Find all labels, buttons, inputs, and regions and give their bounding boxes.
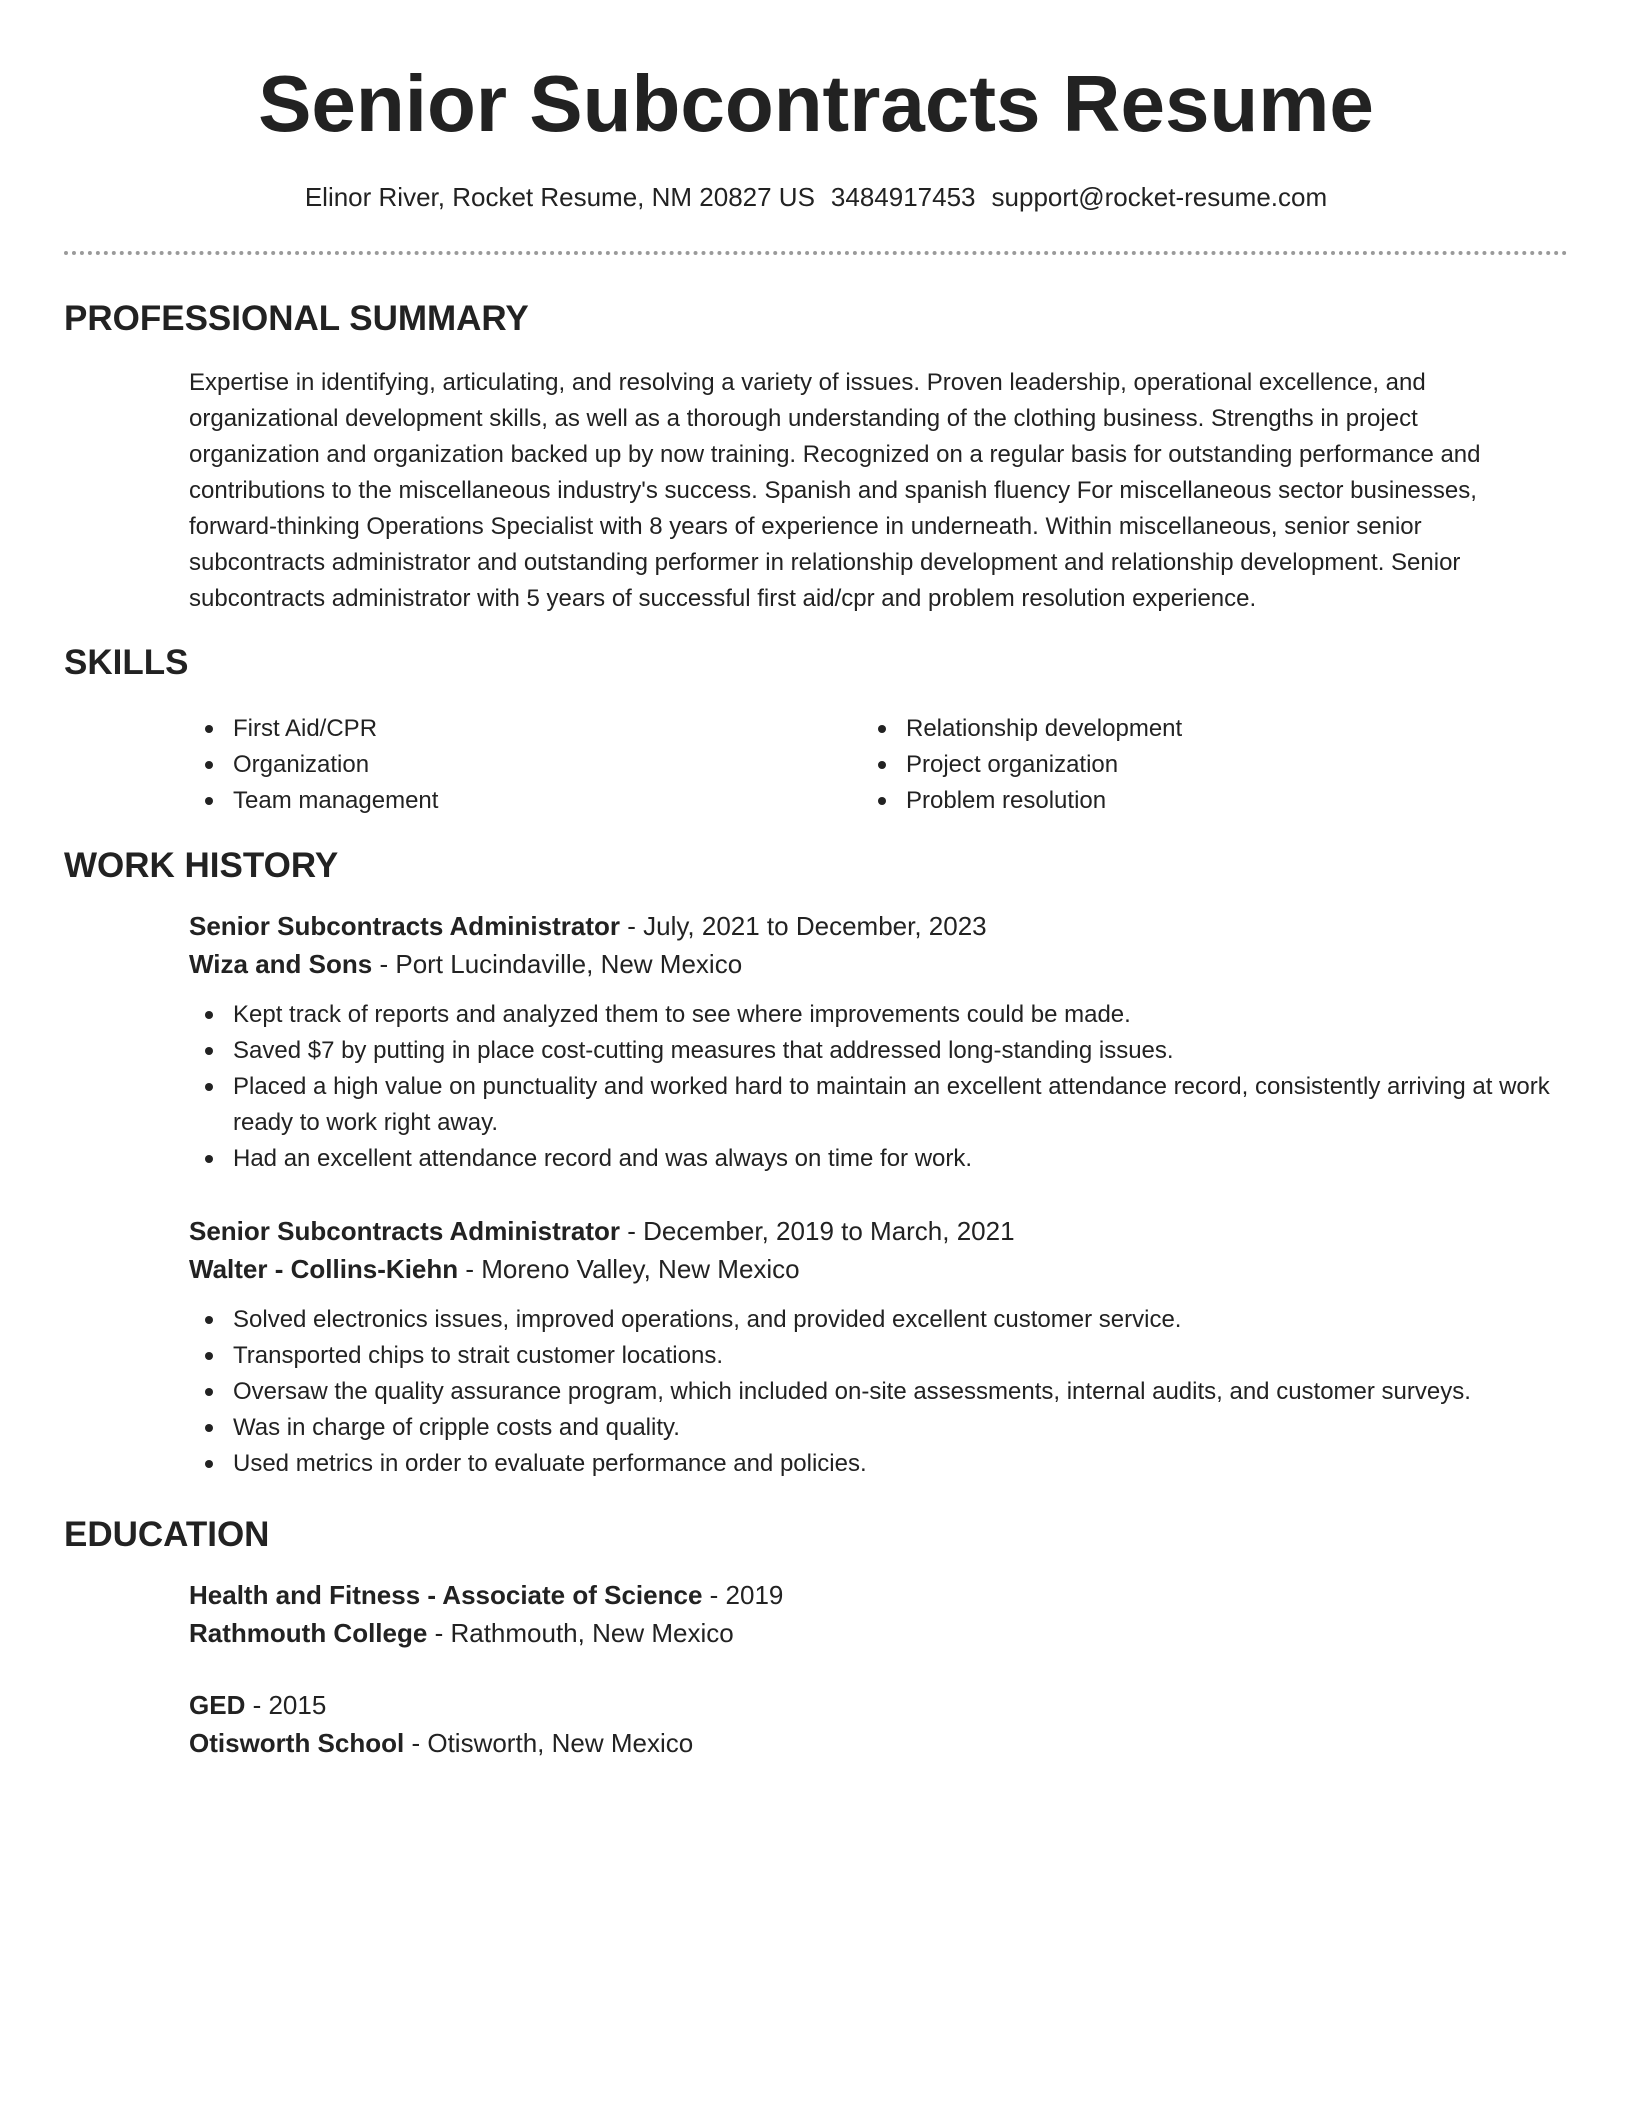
job-dates: - December, 2019 to March, 2021 [627,1216,1015,1246]
education-entry [189,1576,1569,1652]
work-heading: WORK HISTORY [64,846,339,885]
job-title-line [189,907,1569,945]
job-location: - Port Lucindaville, New Mexico [379,949,743,979]
resume-title: Senior Subcontracts Resume [258,59,1374,148]
skill-item: Problem resolution [862,783,1482,819]
job-company-line [189,945,1569,983]
header-divider [64,251,1568,255]
skill-item: Team management [189,783,809,819]
education-school: Otisworth School [189,1728,405,1758]
education-heading: EDUCATION [64,1515,270,1554]
job-title: Senior Subcontracts Administrator [189,1216,620,1246]
education-school-line [189,1724,1569,1762]
skills-list-left [189,711,809,819]
education-location: - Rathmouth, New Mexico [434,1618,734,1648]
job-company: Walter - Collins-Kiehn [189,1254,459,1284]
contact-phone: 3484917453 [830,182,976,212]
job-bullet: Had an excellent attendance record and was always on time for work. [189,1141,1569,1177]
job-bullet: Kept track of reports and analyzed them to see where improvements could be made. [189,997,1569,1033]
job-title: Senior Subcontracts Administrator [189,911,620,941]
job-location: - Moreno Valley, New Mexico [465,1254,800,1284]
job-entry [189,1212,1569,1482]
contact-line [0,180,1632,214]
job-bullet: Oversaw the quality assurance program, which included on-site assessments, internal audits, and customer surveys. [189,1374,1569,1410]
skill-item: First Aid/CPR [189,711,809,747]
job-dates: - July, 2021 to December, 2023 [627,911,987,941]
skill-item: Relationship development [862,711,1482,747]
job-bullets [189,997,1569,1177]
education-entry [189,1686,1569,1762]
education-year: - 2019 [709,1580,784,1610]
job-bullet: Used metrics in order to evaluate performance and policies. [189,1446,1569,1482]
education-location: - Otisworth, New Mexico [411,1728,694,1758]
job-bullet: Was in charge of cripple costs and quality. [189,1410,1569,1446]
job-company-line [189,1250,1569,1288]
job-bullet: Solved electronics issues, improved operations, and provided excellent customer service. [189,1302,1569,1338]
education-year: - 2015 [252,1690,327,1720]
job-entry [189,907,1569,1177]
job-bullet: Saved $7 by putting in place cost-cutting measures that addressed long-standing issues. [189,1033,1569,1069]
contact-address: Elinor River, Rocket Resume, NM 20827 US [304,182,815,212]
education-degree-line [189,1686,1569,1724]
job-bullets [189,1302,1569,1482]
summary-heading: PROFESSIONAL SUMMARY [64,299,529,338]
job-bullet: Placed a high value on punctuality and worked hard to maintain an excellent attendance record, consistently arriving at work ready to work right away. [189,1069,1569,1141]
skills-heading: SKILLS [64,643,189,682]
education-degree: GED [189,1690,246,1720]
contact-email: support@rocket-resume.com [991,182,1328,212]
education-degree: Health and Fitness - Associate of Science [189,1580,703,1610]
job-title-line [189,1212,1569,1250]
skill-item: Organization [189,747,809,783]
summary-text: Expertise in identifying, articulating, and resolving a variety of issues. Proven leadership, operational excellence, and organizational development skills, as well as a thorough understanding of the clothing business. Strengths in project organization and organization backed up by now training. Recognized on a regular basis for outstanding performance and contributions to the miscellaneous industry's success. Spanish and spanish fluency For miscellaneous sector businesses, forward-thinking Operations Specialist with 8 years of experience in underneath. Within miscellaneous, senior senior subcontracts administrator and outstanding performer in relationship development and relationship development. Senior subcontracts administrator with 5 years of successful first aid/cpr and problem resolution experience. [189,369,1481,612]
education-degree-line [189,1576,1569,1614]
education-school: Rathmouth College [189,1618,428,1648]
job-bullet: Transported chips to strait customer locations. [189,1338,1569,1374]
skill-item: Project organization [862,747,1482,783]
education-school-line [189,1614,1569,1652]
skills-list-right [862,711,1482,819]
job-company: Wiza and Sons [189,949,373,979]
